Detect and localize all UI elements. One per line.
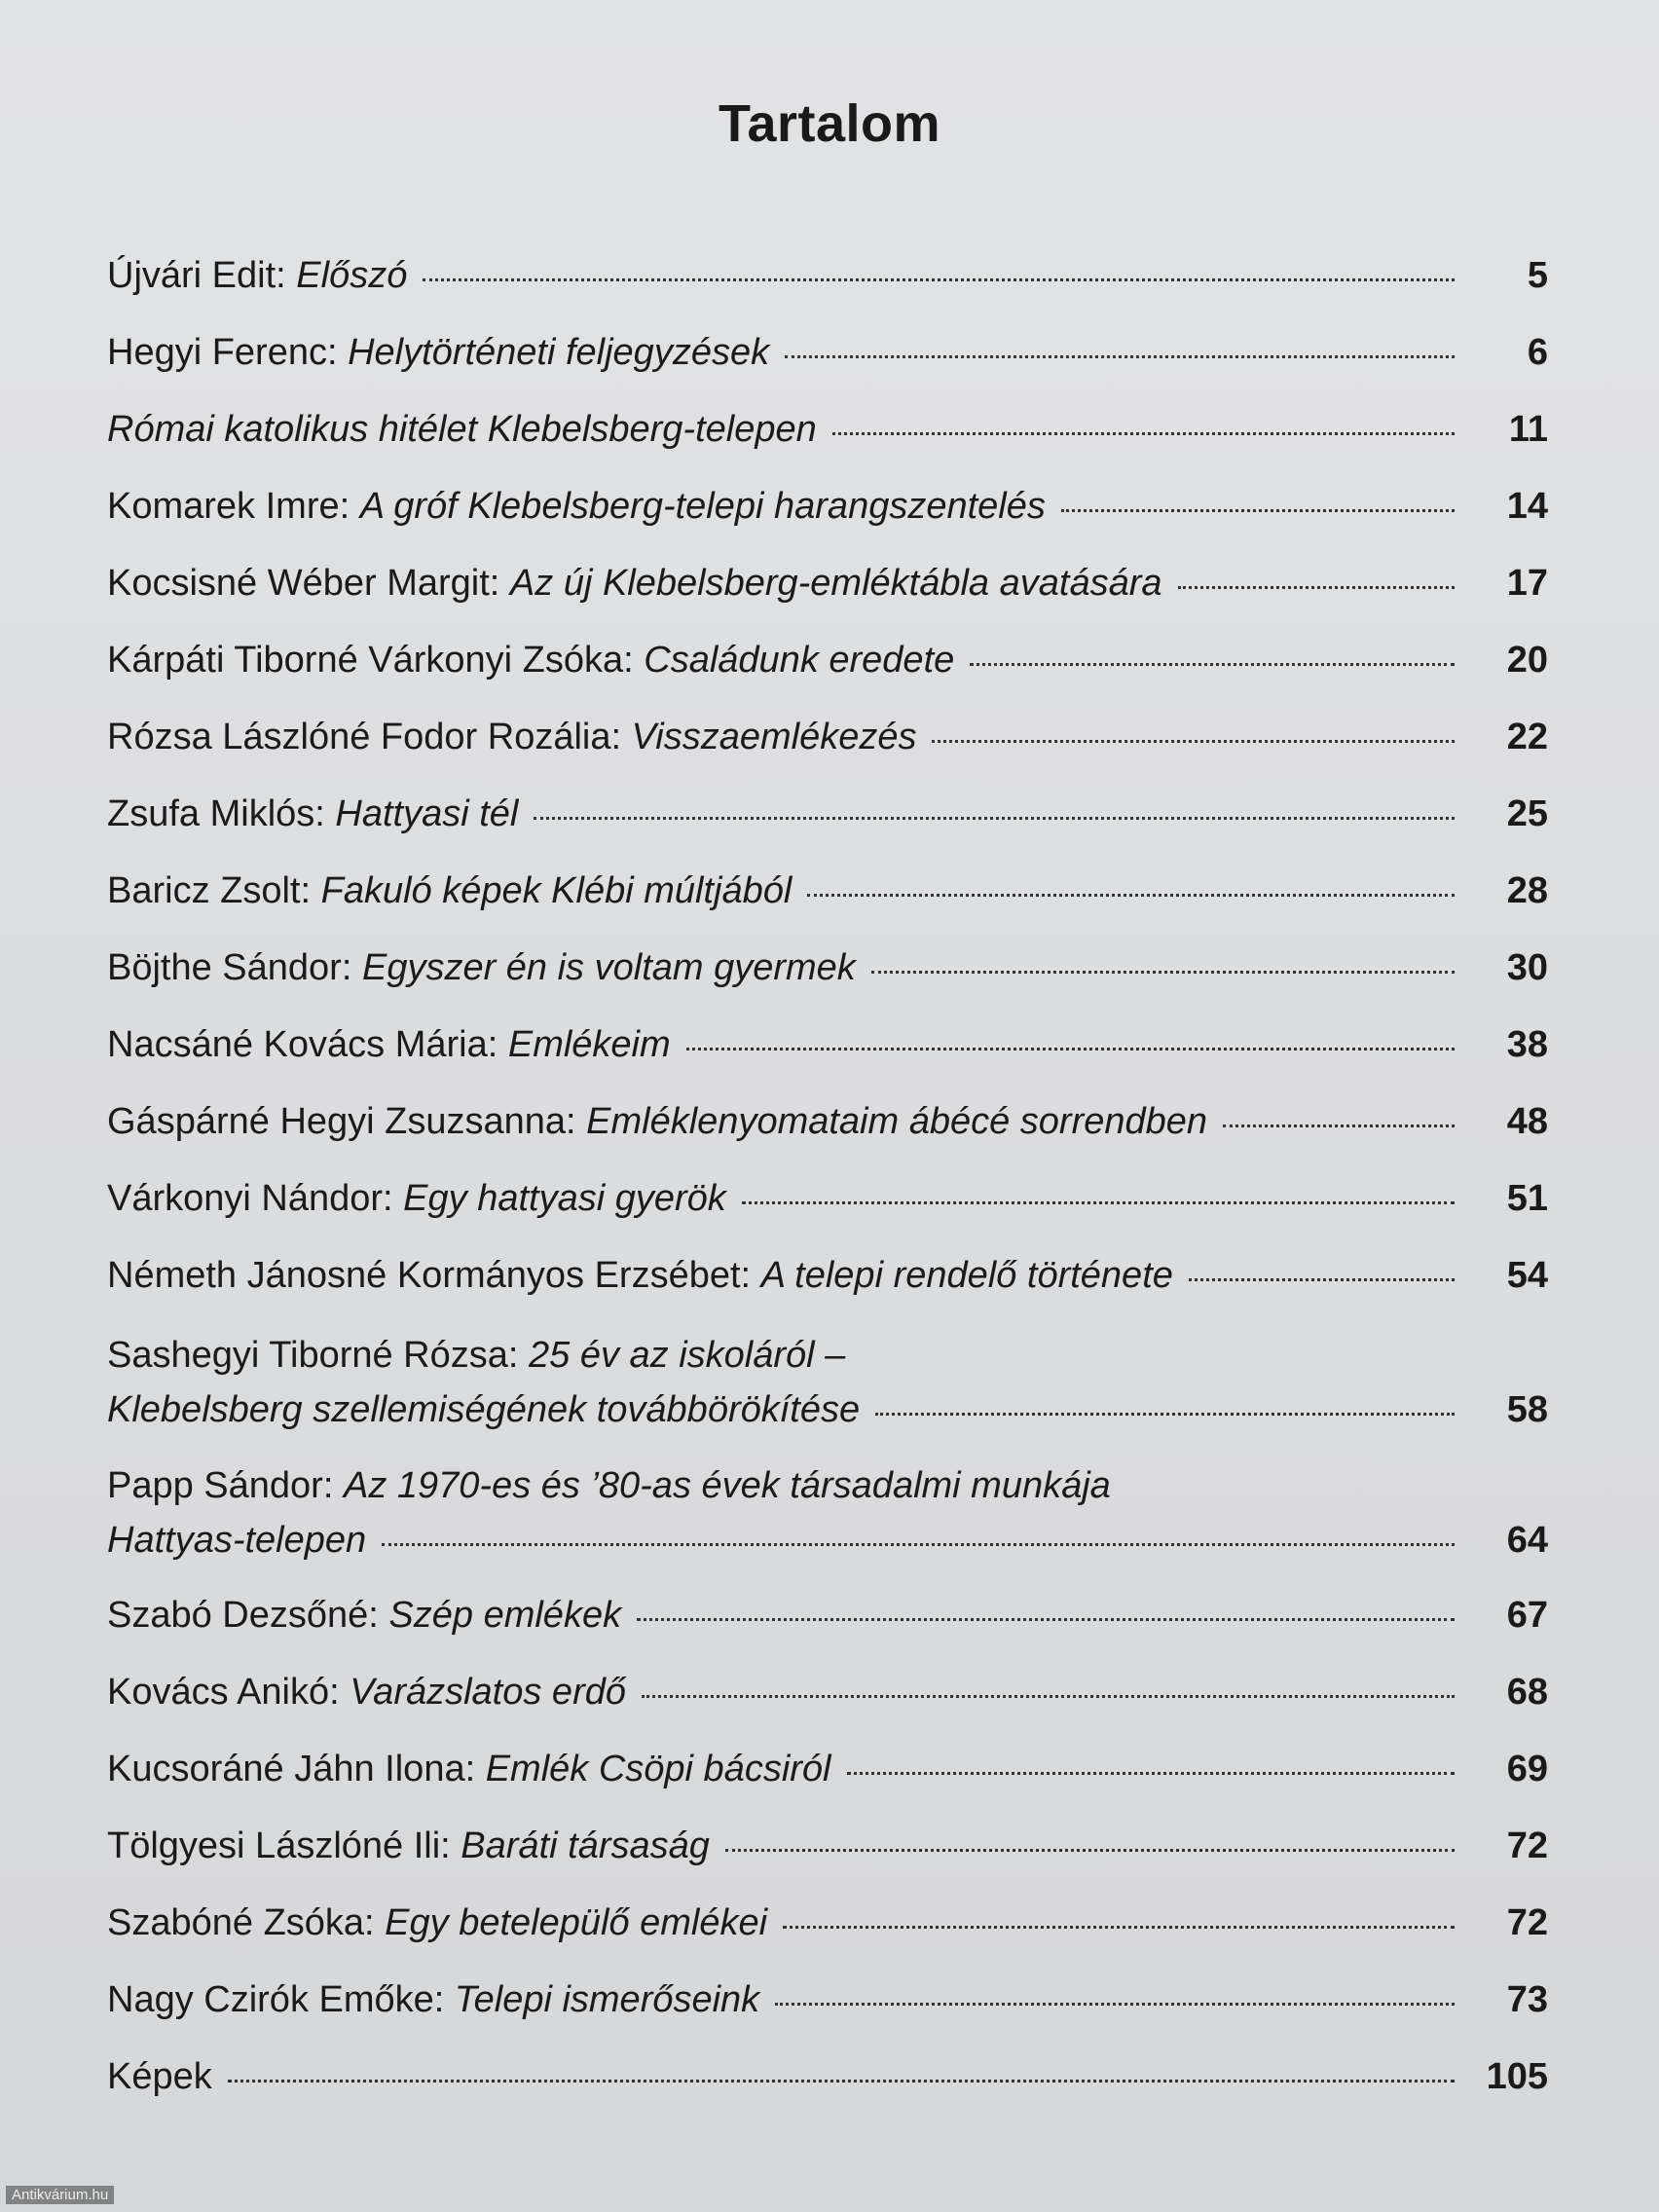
leader-dots: [871, 971, 1455, 974]
leader-dots: [1189, 1278, 1455, 1281]
entry-title: Az új Klebelsberg-emléktábla avatására: [509, 563, 1162, 604]
entry-title: Családunk eredete: [644, 640, 955, 681]
page-title: Tartalom: [718, 94, 941, 153]
watermark-label: Antikvárium.hu: [6, 2186, 114, 2204]
toc-entry: [107, 2049, 1548, 2104]
toc-entry: [107, 556, 1548, 610]
entry-author: Gáspárné Hegyi Zsuzsanna:: [107, 1101, 587, 1142]
leader-dots: [832, 432, 1455, 435]
entry-author: Rózsa Lászlóné Fodor Rozália:: [107, 717, 632, 757]
entry-page-number: 68: [1506, 1672, 1548, 1713]
entry-title: Emlékeim: [507, 1024, 671, 1065]
toc-entry: [107, 940, 1548, 995]
entry-title: Szép emlékek: [388, 1595, 622, 1636]
toc-entry: [107, 1171, 1548, 1226]
entry-page-number: 6: [1527, 332, 1548, 373]
entry-page-number: 64: [1506, 1520, 1548, 1561]
entry-title: Fakuló képek Klébi múltjából: [320, 870, 793, 911]
toc-entry: [107, 864, 1548, 918]
entry-page-number: 69: [1506, 1749, 1548, 1789]
leader-dots: [932, 740, 1455, 743]
leader-dots: [783, 1926, 1455, 1929]
toc-entry: [107, 248, 1548, 303]
leader-dots: [382, 1543, 1455, 1546]
leader-dots: [775, 2003, 1455, 2006]
entry-author: Tölgyesi Lászlóné Ili:: [107, 1825, 461, 1866]
entry-page-number: 58: [1506, 1389, 1548, 1430]
entry-title-continued: Klebelsberg szellemiségének továbbörökítése: [107, 1389, 861, 1430]
entry-author: Németh Jánosné Kormányos Erzsébet:: [107, 1255, 761, 1296]
toc-entry: [107, 1742, 1548, 1796]
entry-title: 25 év az iskoláról –: [529, 1335, 846, 1376]
entry-page-number: 22: [1506, 717, 1548, 757]
entry-title: Emlék Csöpi bácsiról: [485, 1749, 831, 1789]
entry-author: Szabó Dezsőné:: [107, 1595, 389, 1636]
leader-dots: [642, 1695, 1455, 1698]
entry-author: Képek: [107, 2056, 212, 2097]
leader-dots: [637, 1618, 1455, 1621]
toc-entry: [107, 479, 1548, 534]
leader-dots: [725, 1849, 1455, 1852]
entry-title: Egyszer én is voltam gyermek: [361, 947, 856, 988]
entry-author: Böjthe Sándor:: [107, 947, 362, 988]
entry-page-number: 20: [1506, 640, 1548, 681]
entry-page-number: 30: [1506, 947, 1548, 988]
entry-page-number: 5: [1527, 255, 1548, 296]
entry-author: Újvári Edit:: [107, 255, 297, 296]
leader-dots: [970, 663, 1455, 666]
entry-title: Varázslatos erdő: [350, 1672, 626, 1713]
toc-entry: [107, 1665, 1548, 1719]
toc-entry: [107, 787, 1548, 841]
entry-title: Emléklenyomataim ábécé sorrendben: [586, 1101, 1208, 1142]
leader-dots: [785, 355, 1455, 358]
entry-author: Baricz Zsolt:: [107, 870, 321, 911]
entry-title: Az 1970-es és ’80-as évek társadalmi munkája: [343, 1465, 1111, 1506]
toc-entry: [107, 325, 1548, 380]
entry-title: Római katolikus hitélet Klebelsberg-telepen: [107, 409, 817, 450]
leader-dots: [534, 817, 1455, 820]
toc-entry: [107, 1248, 1548, 1303]
entry-title: Egy betelepülő emlékei: [385, 1902, 768, 1943]
entry-author: Kucsoráné Jáhn Ilona:: [107, 1749, 486, 1789]
entry-title: Hattyasi tél: [335, 793, 519, 834]
leader-dots: [1178, 586, 1455, 589]
entry-author: Zsufa Miklós:: [107, 793, 336, 834]
toc-entry: [107, 1094, 1548, 1149]
entry-title: Egy hattyasi gyerök: [403, 1178, 726, 1219]
entry-page-number: 28: [1506, 870, 1548, 911]
entry-author: Kovács Anikó:: [107, 1672, 350, 1713]
entry-author: Komarek Imre:: [107, 486, 360, 527]
toc-entry: [107, 710, 1548, 764]
entry-author: Papp Sándor:: [107, 1465, 344, 1506]
toc-entry: [107, 1896, 1548, 1950]
entry-page-number: 14: [1506, 486, 1548, 527]
entry-title: Baráti társaság: [461, 1825, 710, 1866]
leader-dots: [686, 1048, 1455, 1051]
entry-author: Sashegyi Tiborné Rózsa:: [107, 1335, 530, 1376]
toc-entry: [107, 402, 1548, 457]
entry-author: Várkonyi Nándor:: [107, 1178, 404, 1219]
entry-page-number: 105: [1486, 2056, 1548, 2097]
entry-page-number: 54: [1506, 1255, 1548, 1296]
leader-dots: [1061, 509, 1455, 512]
entry-title: Helytörténeti feljegyzések: [348, 332, 770, 373]
leader-dots: [847, 1772, 1456, 1775]
toc-entry: [107, 1458, 1548, 1567]
entry-title-continued: Hattyas-telepen: [107, 1520, 367, 1561]
entry-page-number: 25: [1506, 793, 1548, 834]
leader-dots: [228, 2080, 1455, 2083]
toc-entry: [107, 1588, 1548, 1642]
entry-page-number: 67: [1506, 1595, 1548, 1636]
entry-page-number: 48: [1506, 1101, 1548, 1142]
entry-page-number: 17: [1506, 563, 1548, 604]
toc-entry: [107, 1328, 1548, 1437]
entry-title: Előszó: [296, 255, 408, 296]
leader-dots: [742, 1201, 1455, 1204]
leader-dots: [807, 894, 1455, 897]
leader-dots: [1223, 1124, 1455, 1127]
toc-entry: [107, 1972, 1548, 2027]
entry-author: Nacsáné Kovács Mária:: [107, 1024, 508, 1065]
entry-author: Kárpáti Tiborné Várkonyi Zsóka:: [107, 640, 645, 681]
entry-page-number: 51: [1506, 1178, 1548, 1219]
entry-page-number: 11: [1508, 409, 1548, 450]
entry-page-number: 73: [1506, 1979, 1548, 2020]
entry-page-number: 38: [1506, 1024, 1548, 1065]
entry-page-number: 72: [1506, 1902, 1548, 1943]
entry-author: Nagy Czirók Emőke:: [107, 1979, 455, 2020]
leader-dots: [423, 278, 1455, 281]
entry-page-number: 72: [1506, 1825, 1548, 1866]
entry-author: Kocsisné Wéber Margit:: [107, 563, 510, 604]
entry-title: A gróf Klebelsberg-telepi harangszentelés: [359, 486, 1046, 527]
toc-entry: [107, 1819, 1548, 1873]
entry-title: Telepi ismerőseink: [454, 1979, 760, 2020]
entry-author: Szabóné Zsóka:: [107, 1902, 386, 1943]
entry-author: Hegyi Ferenc:: [107, 332, 349, 373]
entry-title: Visszaemlékezés: [631, 717, 917, 757]
toc-entry: [107, 633, 1548, 687]
toc-entry: [107, 1017, 1548, 1072]
leader-dots: [875, 1413, 1455, 1416]
entry-title: A telepi rendelő története: [760, 1255, 1173, 1296]
